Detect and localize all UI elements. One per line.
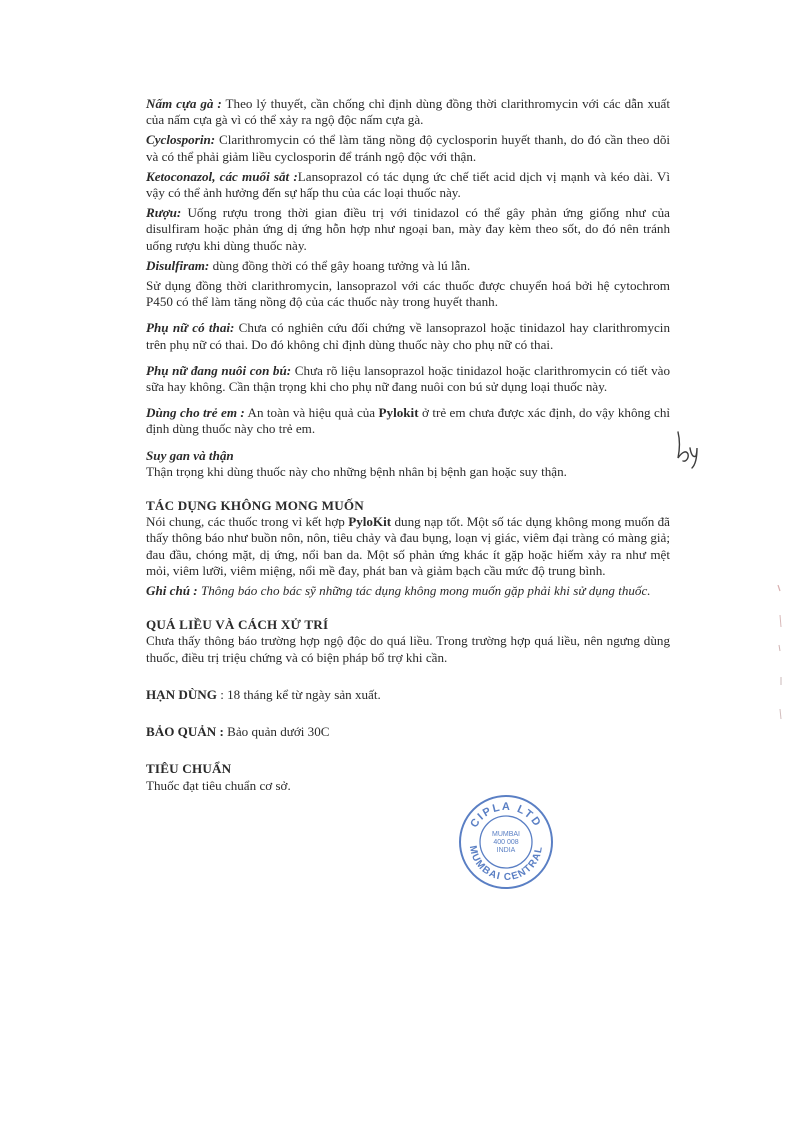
paragraph-tac-dung bbox=[146, 514, 670, 579]
label-han-dung: HẠN DÙNG bbox=[146, 686, 217, 702]
text-phu-nu-co-thai: Chưa có nghiên cứu đối chứng về lansoprazol hoặc tinidazol hay clarithromycin trên phụ nữ có thai. Do đó không chỉ định dùng thuốc này cho phụ nữ có thai. bbox=[146, 320, 670, 352]
stamp-outer-top: CIPLA LTD bbox=[468, 800, 544, 830]
label-phu-nu-co-thai: Phụ nữ có thai: bbox=[146, 320, 235, 336]
text-suy-gan-than: Thận trọng khi dùng thuốc này cho những bệnh nhân bị bệnh gan hoặc suy thận. bbox=[146, 463, 567, 479]
text-ghi-chu: Thông báo cho bác sỹ những tác dụng không mong muốn gặp phải khi sử dụng thuốc. bbox=[197, 583, 651, 599]
text-cytochrom: Sử dụng đồng thời clarithromycin, lansoprazol với các thuốc được chuyển hoá bởi hệ cytochrom P450 có thể làm tăng nồng độ của các thuốc này trong huyết thanh. bbox=[146, 278, 670, 310]
heading-qua-lieu: QUÁ LIỀU VÀ CÁCH XỬ TRÍ bbox=[146, 617, 329, 633]
text-ruou: Uống rượu trong thời gian điều trị với tinidazol có thể gây phản ứng giống như của disulfiram hoặc phản ứng dị ứng hỗn hợp như ngoại ban, mày đay kèm theo sốt, do đó nên tránh uống rượu khi dùng thuốc này. bbox=[146, 205, 670, 253]
text-tac-dung-after: dung nạp tốt. Một số tác dụng không mong muốn đã thấy thông báo như buồn nôn, nôn, tiêu chảy và đau bụng, loạn vị giác, viêm đại tràng có màng giả; đau đầu, chóng mặt, dị ứng, nổi ban da. Một số phản ứng khác ít gặp hoặc hiếm xảy ra như mệt mỏi, viêm lưỡi, viêm miệng, nổi mề đay, phát ban và giảm bạch cầu mức độ trung bình. bbox=[146, 514, 670, 578]
label-suy-gan-than: Suy gan và thận bbox=[146, 447, 234, 463]
paragraph-bao-quan bbox=[146, 724, 670, 740]
text-nam-cua-ga: Theo lý thuyết, cần chống chỉ định dùng đồng thời clarithromycin với các dẫn xuất của nấm cựa gà vì có thể xảy ra ngộ độc nấm cựa gà. bbox=[146, 96, 671, 128]
paragraph-phu-nu-cho-con-bu bbox=[146, 363, 670, 395]
paragraph-ghi-chu bbox=[146, 583, 670, 599]
stamp-outer-bottom: MUMBAI CENTRAL bbox=[466, 844, 546, 884]
paragraph-nam-cua-ga bbox=[146, 96, 670, 128]
paragraph-cytochrom bbox=[146, 278, 670, 310]
label-phu-nu-cho-con-bu: Phụ nữ đang nuôi con bú: bbox=[146, 362, 292, 378]
handwritten-initials bbox=[672, 428, 704, 472]
stamp-inner-line-3: INDIA bbox=[496, 847, 516, 854]
text-han-dung: : 18 tháng kể từ ngày sản xuất. bbox=[216, 686, 381, 702]
brand-pylokit-2: PyloKit bbox=[348, 514, 392, 530]
paragraph-qua-lieu: Chưa thấy thông báo trường hợp ngộ độc do quá liều. Trong trường hợp quá liều, nên ngưng dùng thuốc, điều trị triệu chứng và có biện pháp bổ trợ khi cần. bbox=[146, 633, 670, 665]
label-ghi-chu: Ghi chú : bbox=[146, 583, 198, 599]
label-nam-cua-ga: Nấm cựa gà : bbox=[146, 96, 222, 111]
company-stamp bbox=[458, 794, 554, 890]
document-body bbox=[146, 96, 670, 798]
label-disulfiram: Disulfiram: bbox=[146, 257, 210, 273]
paragraph-disulfiram bbox=[146, 258, 670, 274]
paragraph-han-dung bbox=[146, 687, 670, 703]
text-disulfiram: dùng đồng thời có thể gây hoang tưởng và lú lẫn. bbox=[209, 257, 471, 273]
heading-tac-dung: TÁC DỤNG KHÔNG MONG MUỐN bbox=[146, 498, 364, 514]
scan-edge-marks bbox=[768, 585, 788, 725]
label-ketoconazol: Ketoconazol, các muối sắt : bbox=[146, 168, 298, 184]
text-phu-nu-cho-con-bu: Chưa rõ liệu lansoprazol hoặc tinidazol hoặc clarithromycin có tiết vào sữa hay không. Cần thận trọng khi cho phụ nữ đang nuôi con bú sử dụng loại thuốc này. bbox=[146, 362, 670, 395]
label-ruou: Rượu: bbox=[146, 205, 182, 221]
text-tre-em-after: ở trẻ em chưa được xác định, do vậy không chỉ định dùng thuốc này cho trẻ em. bbox=[146, 405, 671, 437]
label-tre-em: Dùng cho trẻ em : bbox=[146, 405, 245, 421]
paragraph-ketoconazol bbox=[146, 169, 670, 201]
text-tre-em-before: An toàn và hiệu quả của bbox=[244, 405, 379, 421]
paragraph-cyclosporin bbox=[146, 132, 670, 164]
paragraph-tieu-chuan: Thuốc đạt tiêu chuẩn cơ sở. bbox=[146, 777, 291, 793]
text-bao-quan: Bảo quản dưới 30C bbox=[223, 724, 330, 740]
heading-tieu-chuan: TIÊU CHUẨN bbox=[146, 761, 232, 777]
paragraph-tre-em bbox=[146, 405, 670, 437]
stamp-inner-line-1: MUMBAI bbox=[492, 831, 520, 838]
paragraph-suy-gan-than bbox=[146, 448, 670, 480]
paragraph-ruou bbox=[146, 205, 670, 254]
text-cyclosporin: Clarithromycin có thể làm tăng nồng độ cyclosporin huyết thanh, do đó cần theo dõi và có thể phải giảm liều cyclosporin để tránh ngộ độc với thận. bbox=[146, 132, 670, 164]
brand-pylokit: Pylokit bbox=[378, 405, 419, 421]
label-cyclosporin: Cyclosporin: bbox=[146, 132, 216, 148]
stamp-inner-line-2: 400 008 bbox=[493, 839, 519, 846]
paragraph-phu-nu-co-thai bbox=[146, 320, 670, 352]
text-tac-dung-before: Nói chung, các thuốc trong vỉ kết hợp bbox=[146, 514, 349, 530]
label-bao-quan: BẢO QUẢN : bbox=[146, 724, 224, 740]
text-ketoconazol: Lansoprazol có tác dụng ức chế tiết acid dịch vị mạnh và kéo dài. Vì vậy có thể ảnh hưởng đến sự hấp thu của các loại thuốc này. bbox=[146, 168, 671, 201]
